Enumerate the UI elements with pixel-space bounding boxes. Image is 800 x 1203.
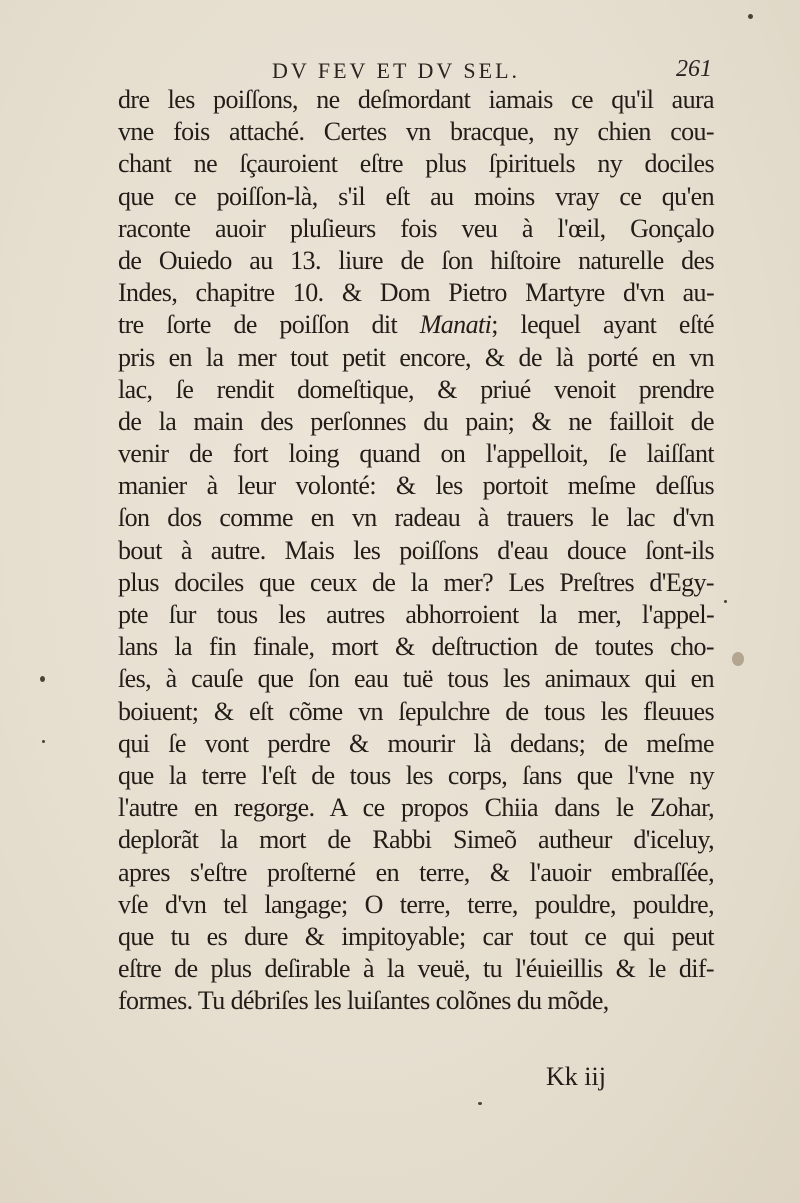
- paper-speck: [478, 1102, 482, 1105]
- text-line-21: qui ſe vont perdre & mourir là dedans; de meſme: [118, 728, 714, 758]
- signature-mark: Kk iij: [546, 1062, 606, 1091]
- text-line-7: Indes, chapitre 10. & Dom Pietro Martyre d'vn au-: [118, 278, 714, 308]
- text-line-15: bout à autre. Mais les poiſſons d'eau douce ſont-ils: [118, 535, 714, 565]
- text-line-1: dre les poiſſons, ne deſmordant iamais ce qu'il aura: [118, 85, 714, 114]
- text-line-12: venir de fort loing quand on l'appelloit, ſe laiſſant: [118, 439, 714, 469]
- text-line-6: de Ouiedo au 13. liure de ſon hiſtoire naturelle des: [118, 245, 714, 275]
- italic-word-manati: Manati: [419, 310, 492, 340]
- running-header: [0, 52, 800, 88]
- text-line-19: ſes, à cauſe que ſon eau tuë tous les animaux qui en: [118, 664, 714, 694]
- text-line-5: raconte auoir pluſieurs fois veu à l'œil, Gonçalo: [118, 213, 714, 243]
- text-line-2: vne fois attaché. Certes vn bracque, ny chien cou-: [118, 117, 714, 147]
- text-line-11: de la main des perſonnes du pain; & ne failloit de: [118, 406, 714, 436]
- paper-stain: [732, 652, 744, 666]
- text-line-29: formes. Tu débriſes les luiſantes colõnes du mõde,: [118, 986, 609, 1016]
- paper-speck: [724, 600, 727, 603]
- text-line-8: [118, 309, 714, 341]
- text-line-8-end: ; lequel ayant eſté: [491, 310, 715, 340]
- text-line-9: pris en la mer tout petit encore, & de là porté en vn: [118, 342, 714, 372]
- text-line-28: eſtre de plus deſirable à la veuë, tu l'éuieillis & le dif-: [118, 954, 714, 984]
- text-line-26: vſe d'vn tel langage; O terre, terre, pouldre, pouldre,: [118, 889, 714, 919]
- text-line-16: plus dociles que ceux de la mer? Les Preſtres d'Egy-: [118, 567, 714, 597]
- text-line-4: que ce poiſſon-là, s'il eſt au moins vray ce qu'en: [118, 181, 714, 211]
- text-line-13: manier à leur volonté: & les portoit meſme deſſus: [118, 471, 714, 501]
- paper-speck: [40, 676, 45, 682]
- body-text: [118, 84, 714, 1017]
- text-line-10: lac, ſe rendit domeſtique, & priué venoit prendre: [118, 374, 714, 404]
- text-line-22: que la terre l'eſt de tous les corps, ſans que l'vne ny: [118, 760, 714, 790]
- text-line-17: pte ſur tous les autres abhorroient la mer, l'appel-: [118, 600, 714, 629]
- text-line-14: ſon dos comme en vn radeau à trauers le lac d'vn: [118, 503, 714, 533]
- paper-speck: [748, 14, 753, 19]
- running-title: DV FEV ET DV SEL.: [272, 58, 521, 83]
- text-line-23: l'autre en regorge. A ce propos Chiia dans le Zohar,: [118, 793, 714, 823]
- paper-speck: [42, 740, 45, 743]
- text-line-27: que tu es dure & impitoyable; car tout ce qui peut: [118, 921, 714, 951]
- text-line-3: chant ne ſçauroient eſtre plus ſpirituels ny dociles: [118, 149, 714, 179]
- text-line-20: boiuent; & eſt cõme vn ſepulchre de tous les fleuues: [118, 696, 714, 726]
- text-line-24: deplorãt la mort de Rabbi Simeõ autheur d'iceluy,: [118, 825, 714, 855]
- text-line-25: apres s'eſtre proſterné en terre, & l'auoir embraſſée,: [118, 857, 714, 887]
- page-number: 261: [676, 56, 712, 82]
- text-line-18: lans la fin finale, mort & deſtruction de toutes cho-: [118, 632, 714, 662]
- text-line-8-start: tre ſorte de poiſſon dit: [118, 310, 398, 340]
